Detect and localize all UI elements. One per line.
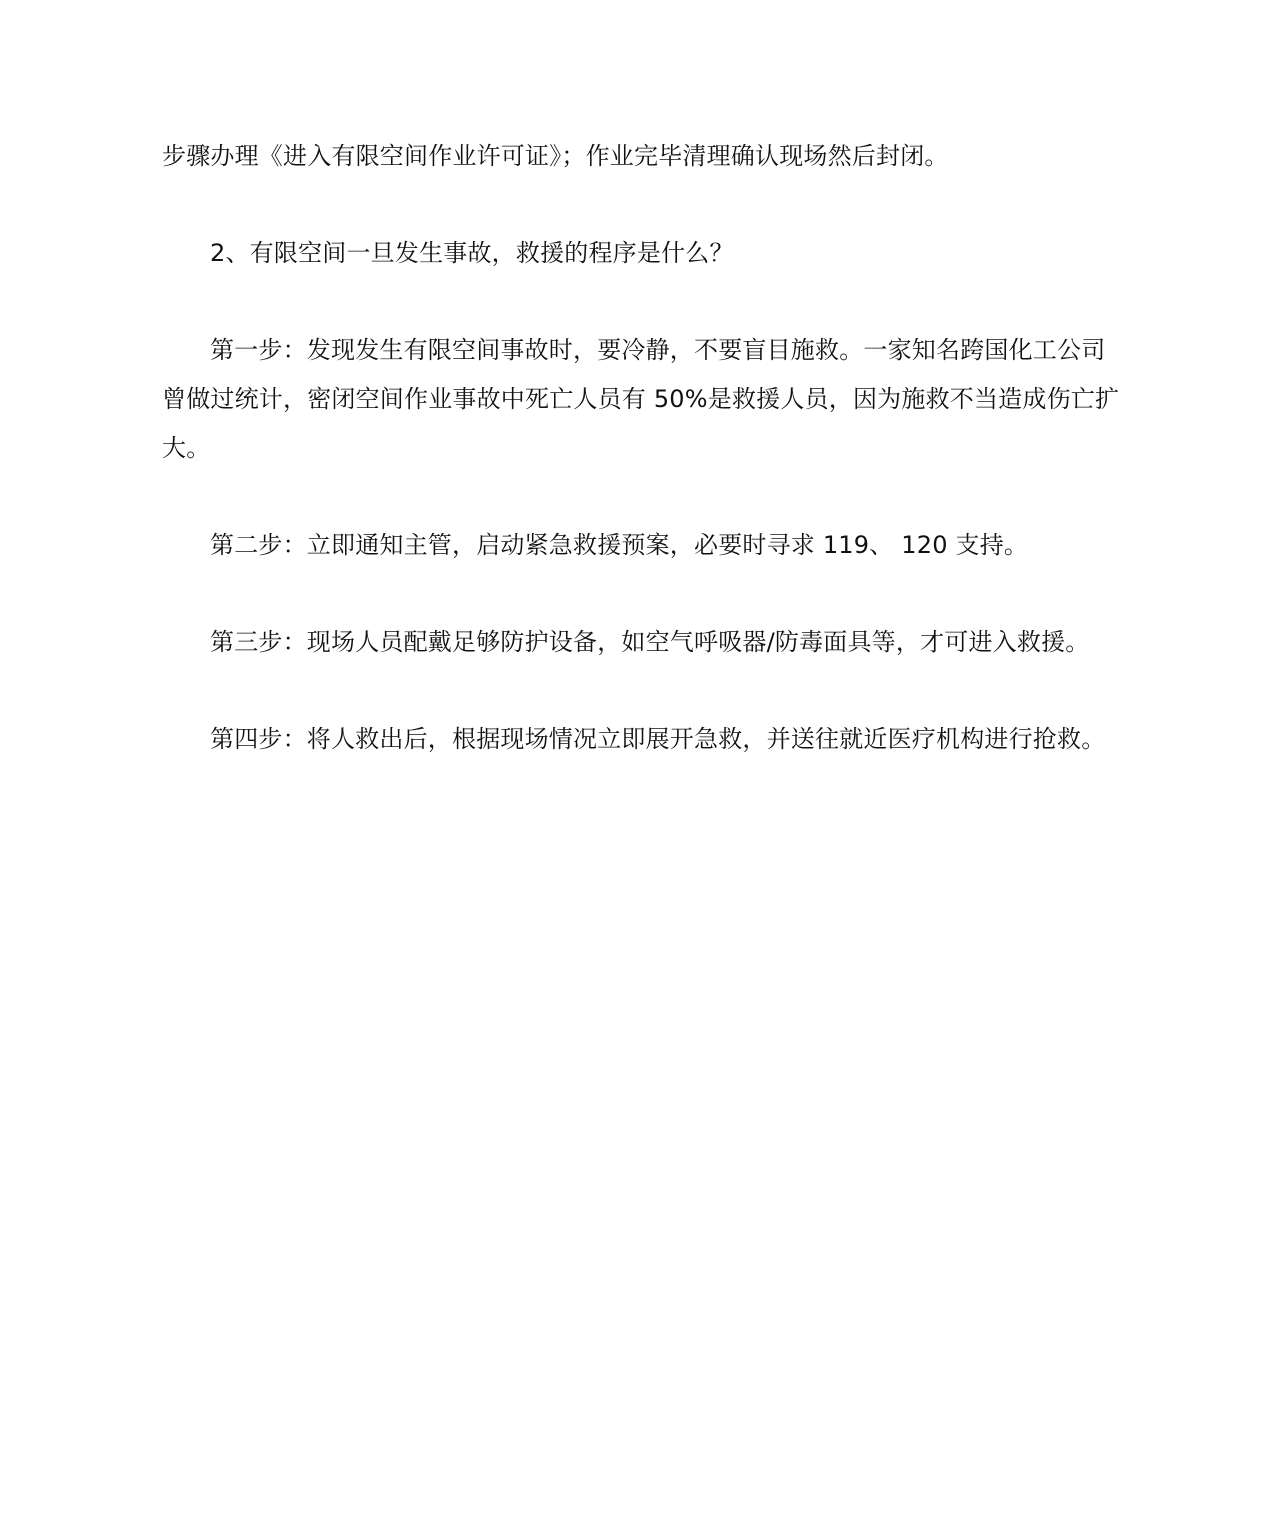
document-body <box>162 132 1122 764</box>
paragraph-step-4: 第四步：将人救出后，根据现场情况立即展开急救，并送往就近医疗机构进行抢救。 <box>210 725 1106 753</box>
paragraph-question-2: 2、有限空间一旦发生事故，救援的程序是什么？ <box>210 239 734 267</box>
paragraph-step-3: 第三步：现场人员配戴足够防护设备，如空气呼吸器/防毒面具等，才可进入救援。 <box>210 628 1090 656</box>
paragraph-step-2: 第二步：立即通知主管，启动紧急救援预案，必要时寻求 119、 120 支持。 <box>210 531 1029 559</box>
paragraph-continuation: 步骤办理《进入有限空间作业许可证》；作业完毕清理确认现场然后封闭。 <box>162 142 949 170</box>
paragraph-step-1: 第一步：发现发生有限空间事故时，要冷静，不要盲目施救。一家知名跨国化工公司曾做过统计，密闭空间作业事故中死亡人员有 50%是救援人员，因为施救不当造成伤亡扩大。 <box>162 336 1120 462</box>
